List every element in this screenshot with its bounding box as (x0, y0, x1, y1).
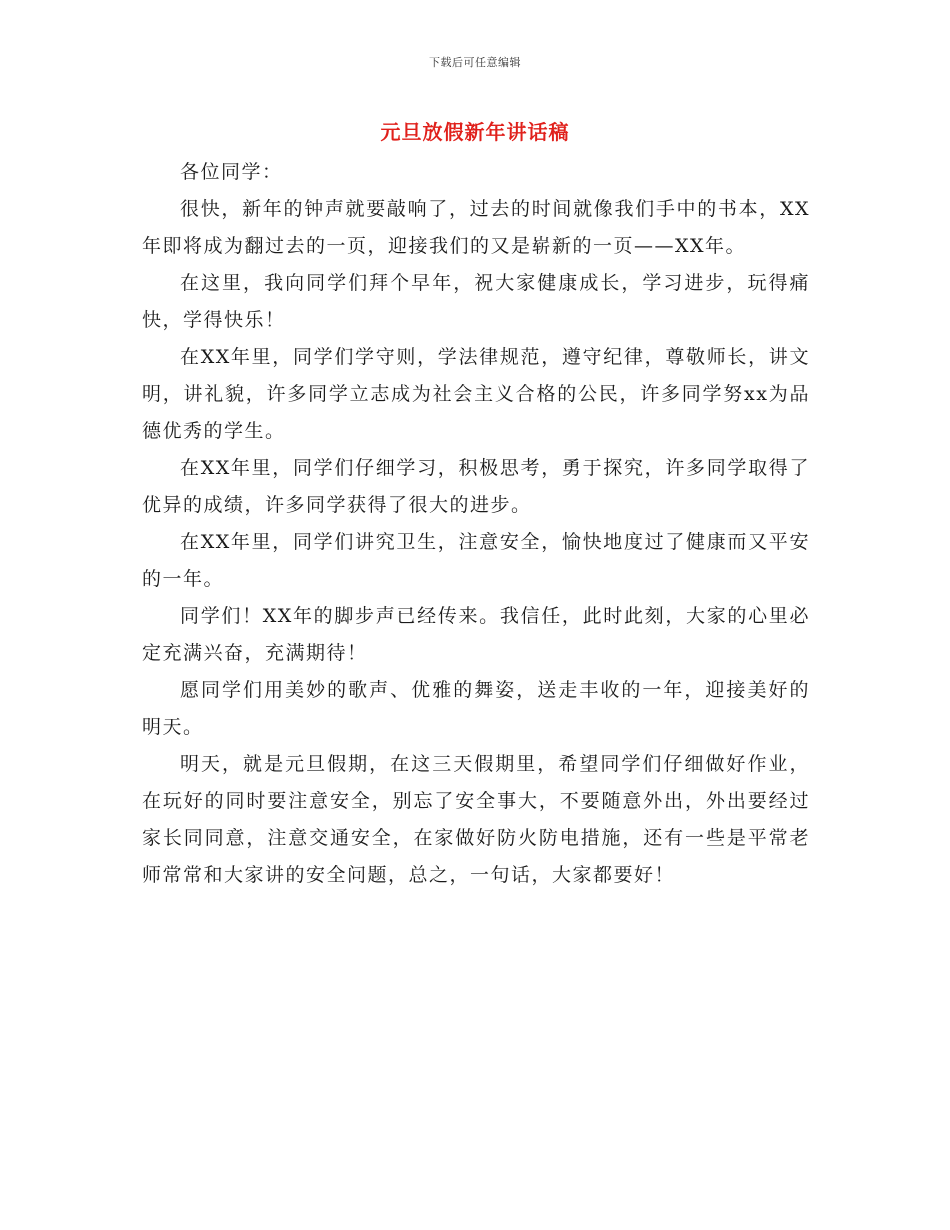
body-paragraph: 在XX年里，同学们讲究卫生，注意安全，愉快地度过了健康而又平安的一年。 (142, 531, 810, 590)
header-note: 下载后可任意编辑 (429, 56, 521, 69)
body-paragraph: 在这里，我向同学们拜个早年，祝大家健康成长，学习进步，玩得痛快，学得快乐！ (142, 272, 810, 331)
body-paragraph: 愿同学们用美妙的歌声、优雅的舞姿，送走丰收的一年，迎接美好的明天。 (142, 679, 810, 738)
greeting-paragraph: 各位同学： (180, 161, 283, 183)
body-paragraph: 在XX年里，同学们学守则，学法律规范，遵守纪律，尊敬师长，讲文明，讲礼貌，许多同学立志成为社会主义合格的公民，许多同学努xx为品德优秀的学生。 (142, 346, 810, 442)
document-title: 元旦放假新年讲话稿 (380, 120, 570, 144)
body-paragraph: 明天，就是元旦假期，在这三天假期里，希望同学们仔细做好作业，在玩好的同时要注意安全，别忘了安全事大，不要随意外出，外出要经过家长同同意，注意交通安全，在家做好防火防电措施，还有一些是平常老师常常和大家讲的安全问题，总之，一句话，大家都要好！ (142, 753, 810, 886)
body-paragraph: 同学们！XX年的脚步声已经传来。我信任，此时此刻，大家的心里必定充满兴奋，充满期待！ (142, 605, 810, 664)
document-body (142, 154, 810, 894)
body-paragraph: 在XX年里，同学们仔细学习，积极思考，勇于探究，许多同学取得了优异的成绩，许多同学获得了很大的进步。 (142, 457, 810, 516)
body-paragraph: 很快，新年的钟声就要敲响了，过去的时间就像我们手中的书本，XX年即将成为翻过去的一页，迎接我们的又是崭新的一页——XX年。 (142, 198, 810, 257)
